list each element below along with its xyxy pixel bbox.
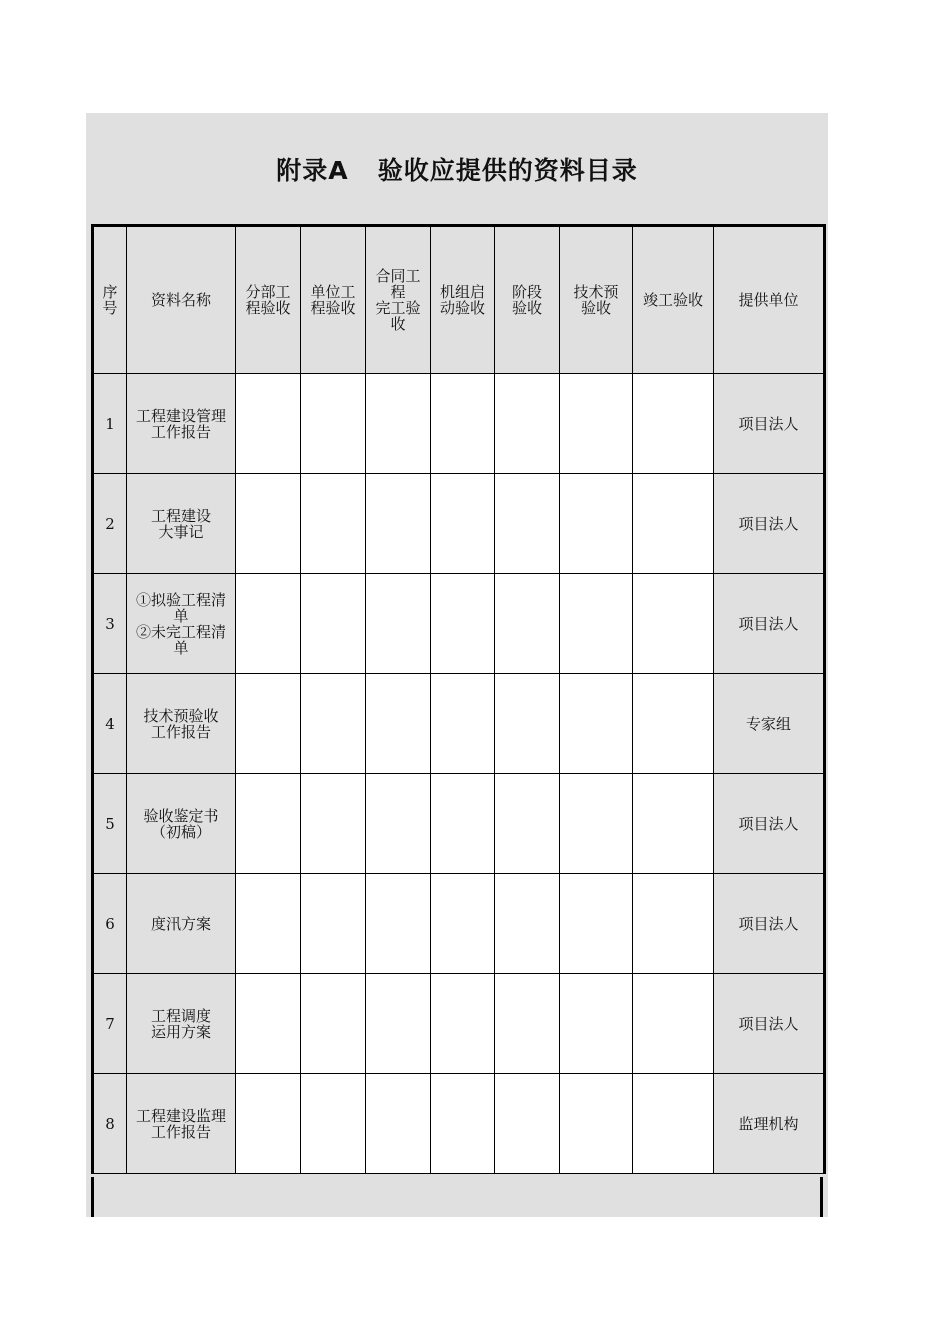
table-row	[93, 874, 825, 974]
check-cell[interactable]	[633, 574, 714, 674]
row-name: 工程建设 大事记	[127, 474, 236, 574]
row-seq: 1	[93, 374, 127, 474]
check-cell[interactable]	[495, 674, 560, 774]
check-cell[interactable]	[633, 674, 714, 774]
header-jungong: 竣工验收	[633, 226, 714, 374]
header-jieduan: 阶段 验收	[495, 226, 560, 374]
table-row	[93, 574, 825, 674]
row-name: 工程建设监理 工作报告	[127, 1074, 236, 1174]
check-cell[interactable]	[301, 574, 366, 674]
header-seq: 序 号	[93, 226, 127, 374]
check-cell[interactable]	[236, 374, 301, 474]
check-cell[interactable]	[495, 974, 560, 1074]
check-cell[interactable]	[236, 674, 301, 774]
row-seq: 3	[93, 574, 127, 674]
table-row	[93, 374, 825, 474]
check-cell[interactable]	[366, 974, 431, 1074]
check-cell[interactable]	[633, 774, 714, 874]
check-cell[interactable]	[301, 1074, 366, 1174]
check-cell[interactable]	[366, 674, 431, 774]
header-name: 资料名称	[127, 226, 236, 374]
catalog-table	[91, 224, 826, 1174]
row-provider: 专家组	[714, 674, 825, 774]
header-provider: 提供单位	[714, 226, 825, 374]
row-name: 工程调度 运用方案	[127, 974, 236, 1074]
row-provider: 监理机构	[714, 1074, 825, 1174]
row-provider: 项目法人	[714, 574, 825, 674]
check-cell[interactable]	[495, 874, 560, 974]
check-cell[interactable]	[366, 574, 431, 674]
check-cell[interactable]	[560, 774, 633, 874]
check-cell[interactable]	[236, 574, 301, 674]
row-provider: 项目法人	[714, 474, 825, 574]
check-cell[interactable]	[560, 674, 633, 774]
row-seq: 5	[93, 774, 127, 874]
row-name: 验收鉴定书 （初稿）	[127, 774, 236, 874]
check-cell[interactable]	[633, 474, 714, 574]
row-name: ①拟验工程清 单 ②未完工程清 单	[127, 574, 236, 674]
page-title: 附录A 验收应提供的资料目录	[276, 156, 638, 185]
check-cell[interactable]	[495, 374, 560, 474]
check-cell[interactable]	[495, 774, 560, 874]
row-name: 技术预验收 工作报告	[127, 674, 236, 774]
row-name: 度汛方案	[127, 874, 236, 974]
table-row	[93, 974, 825, 1074]
check-cell[interactable]	[495, 1074, 560, 1174]
row-seq: 7	[93, 974, 127, 1074]
check-cell[interactable]	[301, 474, 366, 574]
table-row	[93, 1074, 825, 1174]
check-cell[interactable]	[560, 374, 633, 474]
header-jishu: 技术预 验收	[560, 226, 633, 374]
header-row	[93, 226, 825, 374]
row-seq: 6	[93, 874, 127, 974]
row-provider: 项目法人	[714, 874, 825, 974]
check-cell[interactable]	[301, 374, 366, 474]
check-cell[interactable]	[431, 1074, 495, 1174]
header-hetong: 合同工 程 完工验 收	[366, 226, 431, 374]
table-row	[93, 774, 825, 874]
row-seq: 2	[93, 474, 127, 574]
header-danwei: 单位工 程验收	[301, 226, 366, 374]
check-cell[interactable]	[301, 774, 366, 874]
check-cell[interactable]	[633, 1074, 714, 1174]
check-cell[interactable]	[366, 874, 431, 974]
check-cell[interactable]	[236, 1074, 301, 1174]
check-cell[interactable]	[301, 874, 366, 974]
row-name: 工程建设管理 工作报告	[127, 374, 236, 474]
row-provider: 项目法人	[714, 374, 825, 474]
row-provider: 项目法人	[714, 974, 825, 1074]
check-cell[interactable]	[366, 1074, 431, 1174]
check-cell[interactable]	[431, 774, 495, 874]
header-fenbu: 分部工 程验收	[236, 226, 301, 374]
check-cell[interactable]	[495, 474, 560, 574]
table-row	[93, 674, 825, 774]
check-cell[interactable]	[236, 774, 301, 874]
check-cell[interactable]	[560, 874, 633, 974]
check-cell[interactable]	[301, 674, 366, 774]
check-cell[interactable]	[633, 874, 714, 974]
row-seq: 8	[93, 1074, 127, 1174]
check-cell[interactable]	[560, 1074, 633, 1174]
check-cell[interactable]	[431, 574, 495, 674]
table-continuation	[91, 1177, 823, 1217]
check-cell[interactable]	[633, 374, 714, 474]
check-cell[interactable]	[633, 974, 714, 1074]
check-cell[interactable]	[236, 474, 301, 574]
check-cell[interactable]	[366, 374, 431, 474]
check-cell[interactable]	[431, 374, 495, 474]
check-cell[interactable]	[431, 874, 495, 974]
catalog-sheet	[86, 113, 828, 1217]
check-cell[interactable]	[301, 974, 366, 1074]
check-cell[interactable]	[236, 974, 301, 1074]
check-cell[interactable]	[366, 474, 431, 574]
check-cell[interactable]	[560, 474, 633, 574]
check-cell[interactable]	[431, 974, 495, 1074]
check-cell[interactable]	[495, 574, 560, 674]
check-cell[interactable]	[560, 574, 633, 674]
row-provider: 项目法人	[714, 774, 825, 874]
check-cell[interactable]	[236, 874, 301, 974]
header-jizu: 机组启 动验收	[431, 226, 495, 374]
row-seq: 4	[93, 674, 127, 774]
table-row	[93, 474, 825, 574]
check-cell[interactable]	[366, 774, 431, 874]
check-cell[interactable]	[560, 974, 633, 1074]
check-cell[interactable]	[431, 674, 495, 774]
check-cell[interactable]	[431, 474, 495, 574]
